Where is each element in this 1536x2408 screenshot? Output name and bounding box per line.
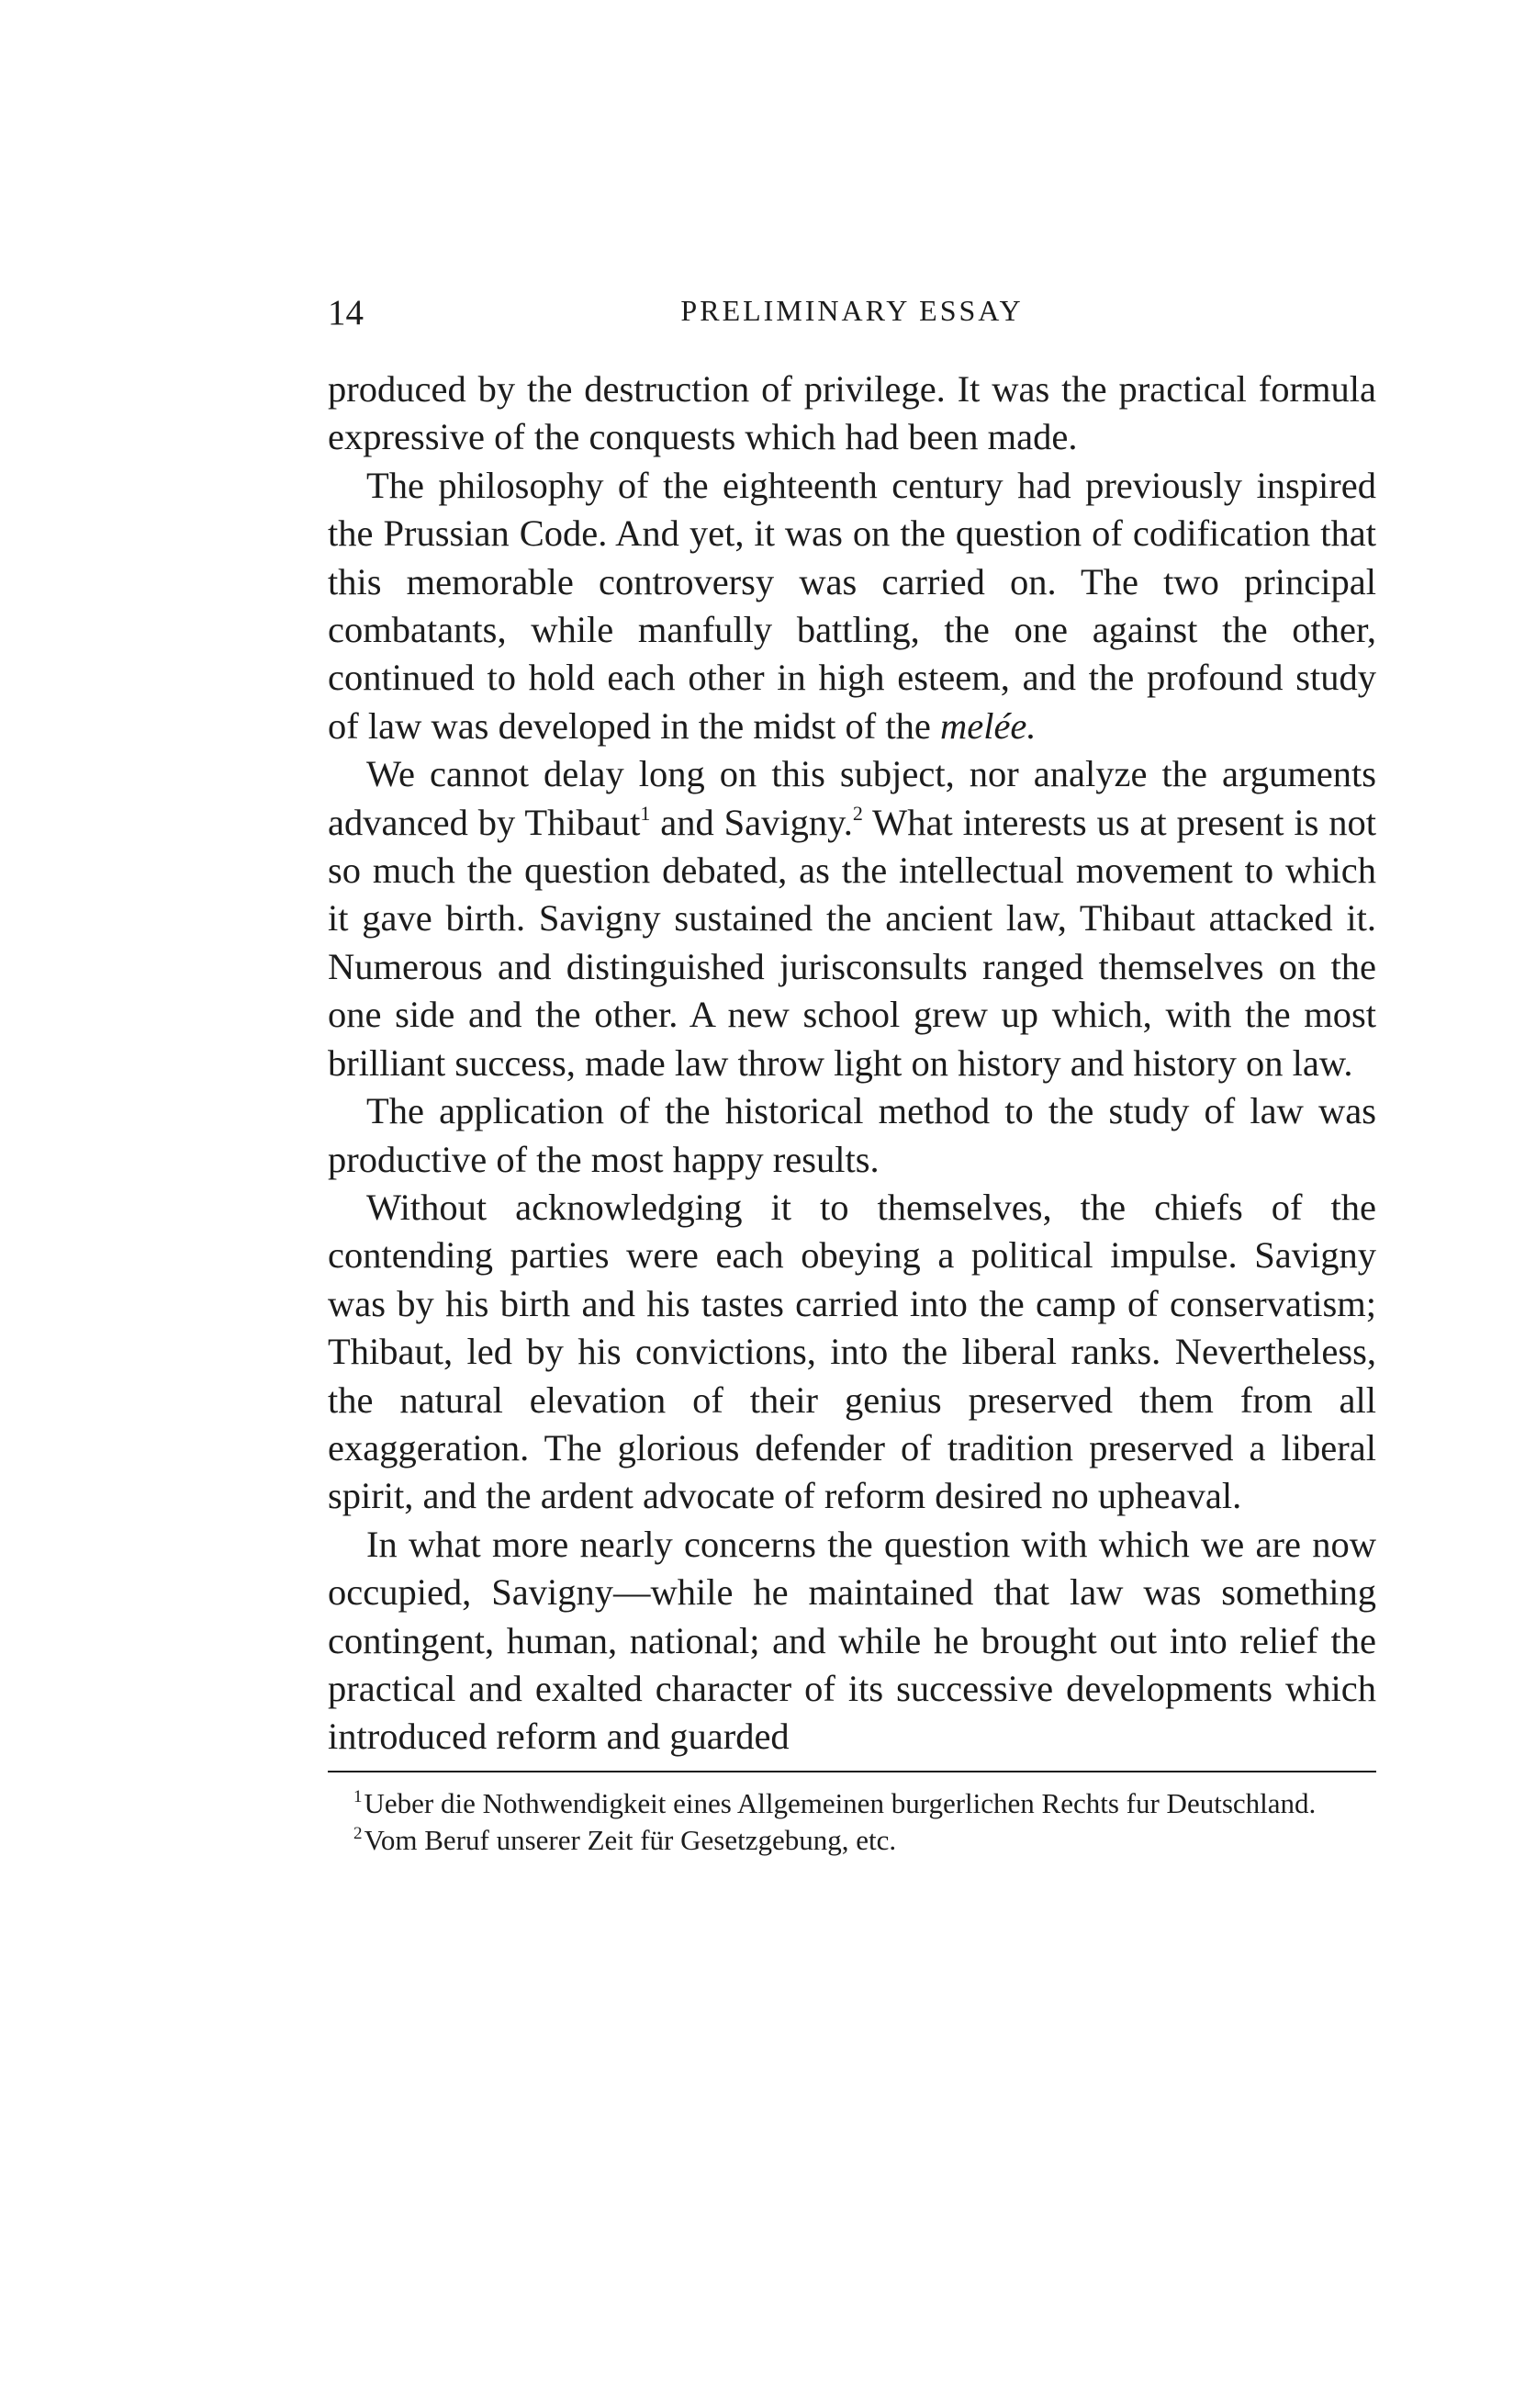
paragraph-savigny-contingent: In what more nearly concerns the question with which we are now occupied, Savigny—while he maintained that law was something contingent, human, national; and while he brought out into relief the practical and exalted character of its successive developments which introduced reform and guarded xyxy=(328,1523,1376,1758)
footnote-divider xyxy=(328,1771,1376,1772)
italic-word: melée. xyxy=(939,704,1037,747)
paragraph-historical-method: The application of the historical method to the study of law was productive of the most happy results. xyxy=(328,1090,1376,1180)
footnote xyxy=(328,1785,1376,1822)
footnotes xyxy=(328,1785,1376,1859)
paragraph-prussian-code xyxy=(328,462,1376,750)
page-number: 14 xyxy=(328,293,364,332)
paragraph-text: The philosophy of the eighteenth century had previously inspired the Prussian Code. And yet, it was on the question of codification that this memorable controversy was carried on. The two principal combatants, while manfully battling, the one against the other, continued to hold each other in high esteem, and the profound study of law was developed in the midst of the xyxy=(328,464,1376,747)
footnote-reference[interactable]: 2 xyxy=(852,801,863,825)
paragraph-political-impulse: Without acknowledging it to themselves, the chiefs of the contending parties were each obeying a political impulse. Savigny was by his birth and his tastes carried into the camp of conservatism; Thibaut, led by his convictions, into the liberal ranks. Nevertheless, the natural elevation of their genius preserved them from all exaggeration. The glorious defender of tradition preserved a liberal spirit, and the ardent advocate of reform desired no upheaval. xyxy=(328,1186,1376,1517)
footnote-text: Vom Beruf unserer Zeit für Gesetzgebung, etc. xyxy=(364,1823,897,1856)
body-text xyxy=(328,366,1376,1761)
footnote xyxy=(328,1822,1376,1859)
paragraph-thibaut-savigny xyxy=(328,750,1376,1087)
paragraph-text: and Savigny. xyxy=(650,801,853,843)
paragraph-text: We cannot delay long on this subject, nor analyze the arguments advanced by Thibaut xyxy=(328,753,1376,843)
running-head-title: PRELIMINARY ESSAY xyxy=(680,294,1024,327)
paragraph-text: What interests us at present is not so much the question debated, as the intellectual movement to which it gave birth. Savigny sustained the ancient law, Thibaut attacked it. Numerous and distinguished jurisconsults ranged themselves on the one side and the other. A new school grew up which, with the most brilliant success, made law throw light on history and history on law. xyxy=(328,801,1376,1084)
footnote-reference[interactable]: 1 xyxy=(640,801,651,825)
footnote-text: Ueber die Nothwendigkeit eines Allgemeinen burgerlichen Rechts fur Deutschland. xyxy=(364,1786,1317,1819)
paragraph-continued: produced by the destruction of privilege. It was the practical formula expressive of the conquests which had been made. xyxy=(328,368,1376,458)
book-page xyxy=(328,285,1376,1859)
footnote-mark: 1 xyxy=(353,1786,363,1806)
footnote-mark: 2 xyxy=(353,1823,363,1843)
running-head xyxy=(328,285,1376,340)
